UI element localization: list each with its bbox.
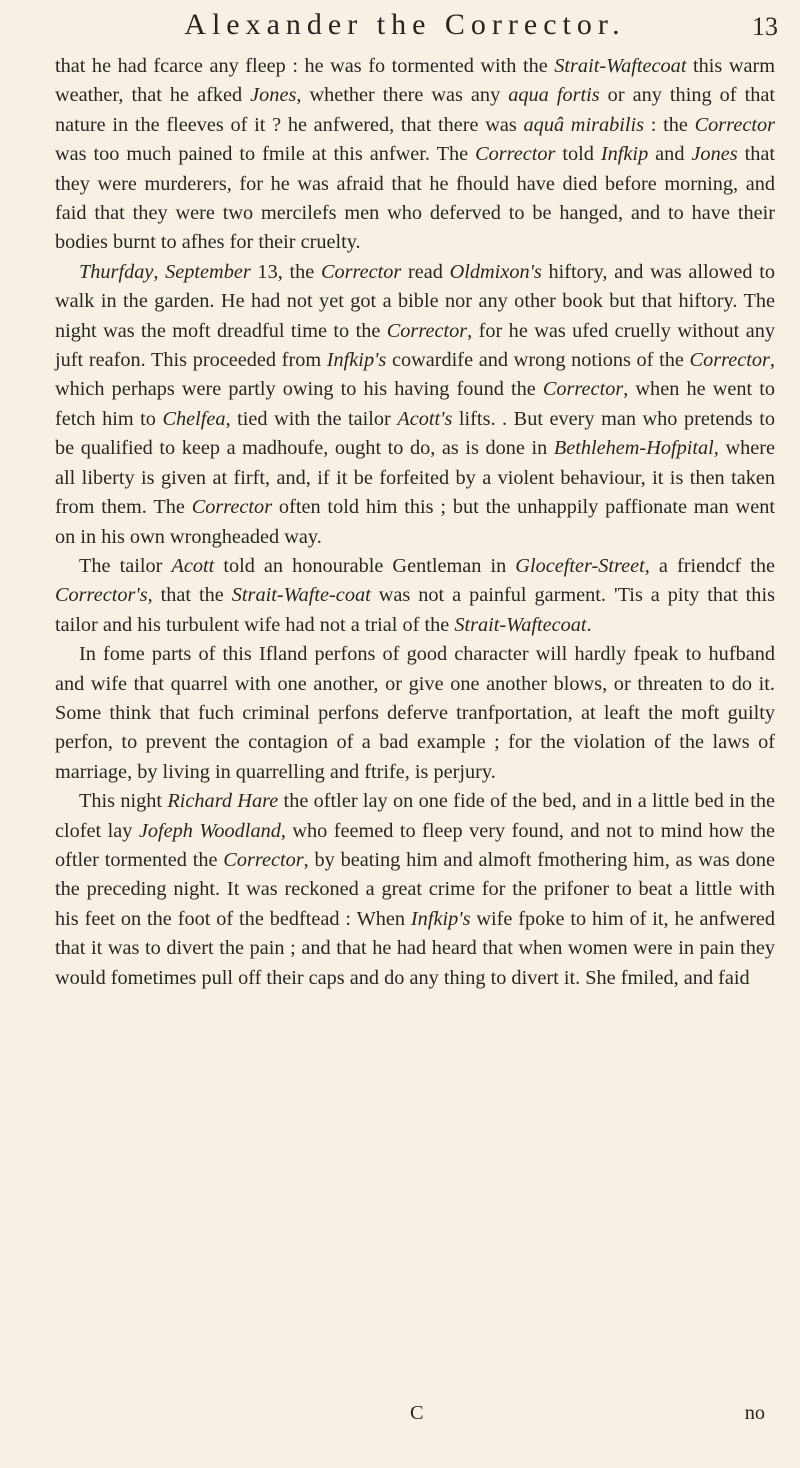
text-run: This night (79, 790, 168, 813)
running-head (0, 8, 800, 52)
text-run: : the (644, 113, 695, 136)
italic-run: Corrector (223, 848, 304, 871)
text-run: , tied with the tailor (225, 407, 398, 430)
italic-run: Strait-Waftecoat (454, 613, 587, 636)
text-run: was not a painful garment. 'Tis a pity that this tailor and his turbulent wife had not a trial of the (55, 584, 775, 636)
text-run: , that the (147, 584, 232, 607)
italic-run: Corrector (689, 349, 770, 372)
text-run: , which perhaps were partly owing to his having found the (55, 349, 775, 401)
text-run: The tailor (79, 554, 172, 577)
italic-run: aquâ mirabilis (523, 113, 645, 136)
italic-run: Infkip's (326, 349, 387, 372)
paragraph (55, 787, 775, 993)
italic-run: Infkip's (410, 907, 471, 930)
text-run: hiftory, and was allowed to walk in the garden. He had not yet got a bible nor any other book but that hiftory. The night was the moft dreadful time to the (55, 260, 776, 342)
running-title: Alexander the Corrector. (184, 8, 626, 41)
italic-run: Oldmixon's (449, 260, 542, 283)
text-run: , where all liberty is given at firft, and, if it be forfeited by a violent behaviour, it is then taken from them. The (55, 437, 775, 519)
text-run: told an honourable Gentleman in (214, 554, 516, 577)
italic-run: Corrector (320, 260, 402, 283)
italic-run: Chelfea (162, 407, 226, 430)
text-run: that they were murderers, for he was afraid that he fhould have died before morning, and faid that they were two mercilefs men who deferved to be hanged, and to have their bodies burnt to afhes for their cruelty. (55, 143, 775, 254)
text-run: often told him this ; but the unhappily paffionate man went on in his own wrongheaded way. (55, 496, 775, 548)
italic-run: Acott's (397, 407, 453, 430)
text-run: cowardife and wrong notions of the (386, 349, 690, 372)
text-run: , who feemed to fleep very found, and not to mind how the oftler tormented the (55, 819, 775, 871)
italic-run: Bethlehem-Hofpital (553, 437, 714, 460)
paragraph (55, 552, 775, 640)
text-run: that he had fcarce any fleep : he was fo tormented with the (55, 55, 555, 77)
italic-run: Thurfday (79, 260, 154, 283)
italic-run: Glocefter-Street (515, 554, 645, 577)
italic-run: Richard Hare (167, 790, 279, 813)
italic-run: Corrector (542, 378, 624, 401)
text-run: this warm weather, that he afked (55, 55, 775, 107)
text-run: the oftler lay on one fide of the bed, and in a little bed in the clofet lay (55, 790, 775, 842)
italic-run: Corrector (694, 113, 775, 136)
italic-run: Jones (250, 84, 297, 107)
text-run: and (648, 143, 692, 166)
italic-run: Corrector (386, 319, 468, 342)
text-run: wife fpoke to him of it, he anfwered that it was to divert the pain ; and that he had heard that when women were in pain they would fometimes pull off their caps and do any thing to divert it. She fmiled, and faid (55, 907, 775, 989)
text-run: read (401, 260, 450, 283)
italic-run: Corrector (191, 496, 273, 519)
italic-run: September (165, 260, 251, 283)
paragraph (55, 258, 775, 552)
text-run: or any thing of that nature in the fleeves of it ? he anfwered, that there was (55, 84, 775, 136)
text-run: , when he went to fetch him to (55, 378, 775, 430)
text-run: , whether there was any (296, 84, 509, 107)
italic-run: Infkip (600, 143, 649, 166)
text-run: told (555, 143, 601, 166)
italic-run: Strait-Wafte-coat (231, 584, 371, 607)
page-footer (55, 1402, 775, 1432)
italic-run: Corrector's (55, 584, 148, 607)
italic-run: Jones (691, 143, 738, 166)
text-run: , for he was ufed cruelly without any juft reafon. This proceeded from (55, 319, 776, 372)
page-number: 13 (752, 12, 778, 41)
paragraph (55, 52, 775, 258)
catchword: no (744, 1402, 765, 1424)
paragraph (55, 640, 775, 787)
text-run: In fome parts of this Ifland perfons of good character will hardly fpeak to hufband and wife that quarrel with one another, or give one another blows, or threaten to do it. Some think that fuch criminal perfons deferve tranfportation, at leaft the moft guilty perfon, to prevent the contagion of a bad example ; for the violation of the laws of marriage, by living in quarrelling and ftrife, is perjury. (55, 643, 775, 783)
text-run: . (586, 613, 592, 636)
italic-run: Acott (171, 554, 215, 577)
text-run: , a friendcf the (644, 554, 775, 577)
body-text (55, 52, 775, 993)
text-run: , (153, 260, 166, 283)
italic-run: Strait-Waftecoat (554, 55, 687, 77)
text-run: was too much pained to fmile at this anfwer. The (55, 143, 476, 166)
italic-run: aqua fortis (508, 84, 600, 107)
signature-mark: C (410, 1402, 424, 1424)
italic-run: Jofeph Woodland (138, 819, 281, 842)
text-run: lifts. . But every man who pretends to be qualified to keep a madhoufe, ought to do, as is done in (55, 407, 775, 460)
italic-run: Corrector (475, 143, 556, 166)
text-run: 13, the (250, 260, 321, 283)
text-run: , by beating him and almoft fmothering him, as was done the preceding night. It was reckoned a great crime for the prifoner to beat a little with his feet on the foot of the bedftead : When (55, 848, 775, 930)
